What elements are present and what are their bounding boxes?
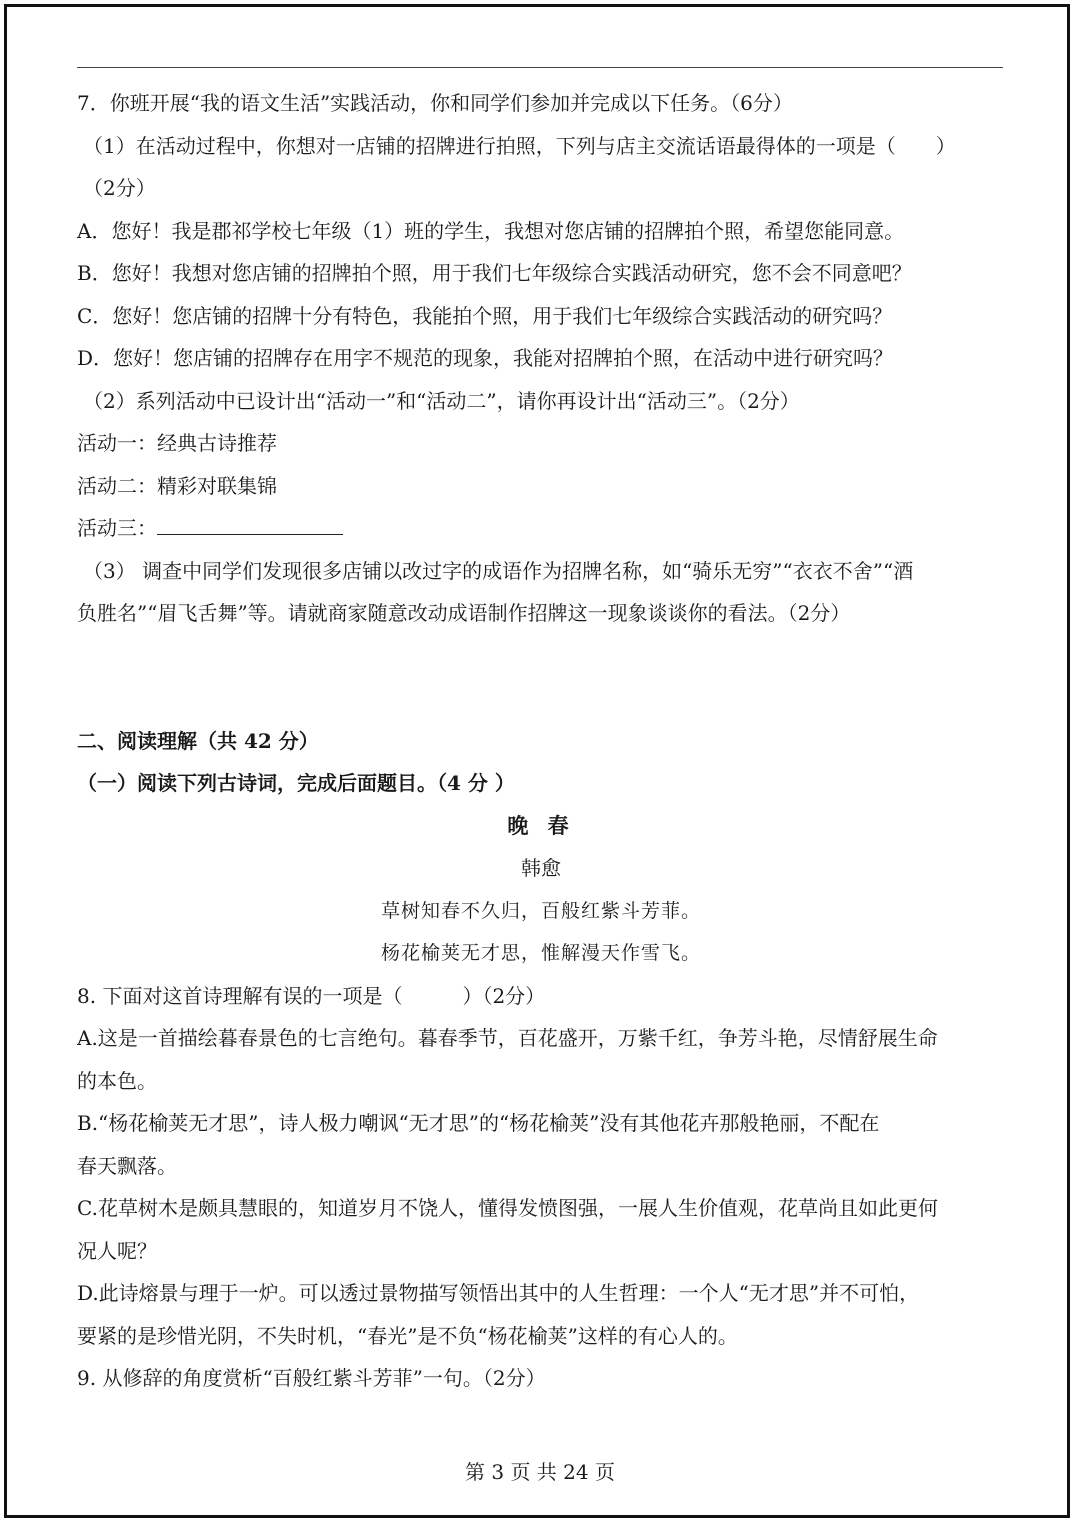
- q9-stem: 9. 从修辞的角度赏析“百般红紫斗芳菲”一句。（2分）: [77, 1366, 546, 1390]
- part-1-heading: （一）阅读下列古诗词，完成后面题目。（4 分 ）: [77, 771, 515, 795]
- q8-option-a-line2: 的本色。: [77, 1068, 157, 1093]
- page-footer: 第 3 页 共 24 页: [465, 1460, 615, 1484]
- activity-3-label: 活动三：: [77, 516, 157, 540]
- activity-3-answer-blank: [157, 518, 343, 535]
- q8-stem: 8. 下面对这首诗理解有误的一项是（ ）（2分）: [77, 983, 546, 1008]
- q7-stem: 7．你班开展“我的语文生活”实践活动，你和同学们参加并完成以下任务。（6分）: [77, 91, 793, 115]
- q7-option-c: C．您好！您店铺的招牌十分有特色，我能拍个照，用于我们七年级综合实践活动的研究吗？: [77, 303, 893, 328]
- activity-1: 活动一：经典古诗推荐: [77, 431, 277, 455]
- poem-line-1: 草树知春不久归，百般红紫斗芳菲。: [380, 899, 701, 922]
- q7-option-d: D．您好！您店铺的招牌存在用字不规范的现象，我能对招牌拍个照，在活动中进行研究吗？: [77, 346, 894, 370]
- poem-title: 晚 春: [507, 812, 575, 838]
- q7-sub2: （2）系列活动中已设计出“活动一”和“活动二”，请你再设计出“活动三”。（2分）: [83, 388, 800, 413]
- section-2-heading: 二、阅读理解（共 42 分）: [77, 728, 319, 753]
- poem-line-2: 杨花榆荚无才思，惟解漫天作雪飞。: [380, 942, 701, 964]
- q7-sub3-line1: （3） 调查中同学们发现很多店铺以改过字的成语作为招牌名称，如“骑乐无穷”“衣衣不舍”“酒: [83, 558, 914, 583]
- header-rule: [77, 67, 1003, 68]
- q8-option-d-line1: D.此诗熔景与理于一炉。可以透过景物描写领悟出其中的人生哲理：一个人“无才思”并不可怕，: [77, 1281, 920, 1305]
- q7-sub1-line1: （1）在活动过程中，你想对一店铺的招牌进行拍照，下列与店主交流话语最得体的一项是（ ）: [83, 133, 956, 158]
- activity-3: [77, 507, 1005, 550]
- answer-space: [77, 635, 1005, 678]
- activity-2: 活动二：精彩对联集锦: [77, 473, 277, 498]
- q7-option-b: B．您好！我想对您店铺的招牌拍个照，用于我们七年级综合实践活动研究，您不会不同意吧？: [77, 261, 912, 285]
- q8-option-b-line2: 春天飘落。: [77, 1153, 177, 1178]
- exam-content: [77, 82, 1005, 1400]
- q8-option-c-line1: C.花草树木是颇具慧眼的，知道岁月不饶人，懂得发愤图强，一展人生价值观，花草尚且如此更何: [77, 1196, 938, 1220]
- q8-option-d-line2: 要紧的是珍惜光阴，不失时机，“春光”是不负“杨花榆荚”这样的有心人的。: [77, 1323, 738, 1348]
- q8-option-b-line1: B.“杨花榆荚无才思”，诗人极力嘲讽“无才思”的“杨花榆荚”没有其他花卉那般艳丽，不配在: [77, 1111, 880, 1135]
- q7-option-a: A．您好！我是郡祁学校七年级（1）班的学生，我想对您店铺的招牌拍个照，希望您能同意。: [77, 218, 905, 243]
- q8-option-a-line1: A.这是一首描绘暮春景色的七言绝句。暮春季节，百花盛开，万紫千红，争芳斗艳，尽情舒展生命: [77, 1026, 938, 1050]
- poem-author: 韩愈: [521, 856, 561, 880]
- answer-space: [77, 678, 1005, 720]
- q7-sub1-line2: （2分）: [83, 176, 156, 200]
- q8-option-c-line2: 况人呢？: [77, 1238, 157, 1263]
- q7-sub3-line2: 负胜名”“眉飞舌舞”等。请就商家随意改动成语制作招牌这一现象谈谈你的看法。（2分）: [77, 601, 851, 625]
